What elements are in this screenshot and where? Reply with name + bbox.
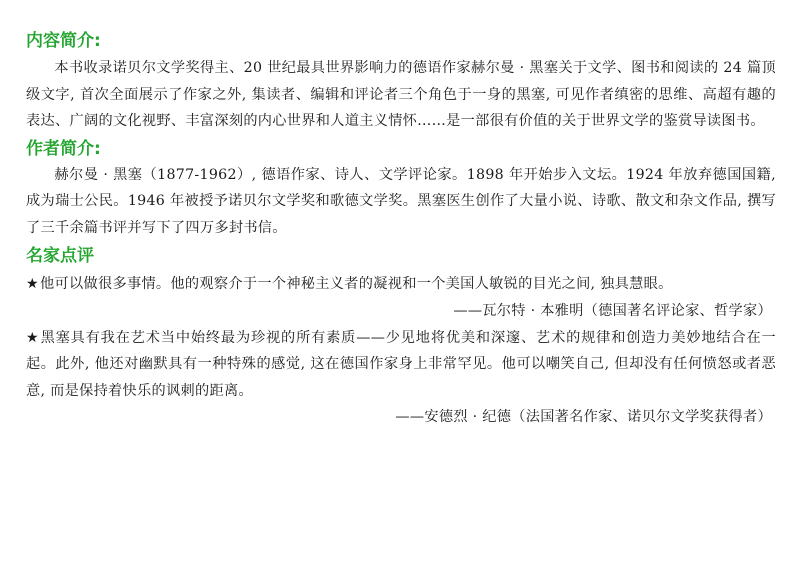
intro-heading: 内容简介: — [26, 31, 101, 51]
intro-text: 本书收录诺贝尔文学奖得主、20 世纪最具世界影响力的德语作家赫尔曼 · 黑塞关于文学、图书和阅读的 24 篇顶级文字, 首次全面展示了作家之外, 集读者、编辑和评论者三个角色于一身的黑塞, 可见作者缜密的思维、高超有趣的表达、广阔的文化视野、丰富深刻的内心世界和人道主义情怀……是一部很有价值的关于世界文学的鉴赏导读图书。 — [26, 60, 776, 129]
review-attribution: ——瓦尔特 · 本雅明（德国著名评论家、哲学家） — [453, 302, 772, 319]
review-item — [26, 271, 776, 325]
book-info-page — [26, 28, 776, 431]
star-icon: ★ — [26, 329, 40, 346]
reviews-heading: 名家点评 — [26, 246, 94, 266]
review-list — [26, 271, 776, 431]
author-text: 赫尔曼 · 黑塞（1877-1962）, 德语作家、诗人、文学评论家。1898 年开始步入文坛。1924 年放弃德国国籍, 成为瑞士公民。1946 年被授予诺贝尔文学奖和歌德文学奖。黑塞医生创作了大量小说、诗歌、散文和杂文作品, 撰写了三千余篇书评并写下了四万多封书信。 — [26, 166, 776, 236]
review-quote-text: 他可以做很多事情。他的观察介于一个神秘主义者的凝视和一个美国人敏锐的目光之间, 独具慧眼。 — [40, 276, 673, 292]
review-item — [26, 325, 776, 432]
review-quote — [26, 325, 776, 405]
review-quote — [26, 271, 776, 298]
star-icon: ★ — [26, 276, 40, 292]
author-heading: 作者简介: — [26, 138, 101, 159]
review-quote-text: 黑塞具有我在艺术当中始终最为珍视的所有素质——少见地将优美和深邃、艺术的规律和创造力美妙地结合在一起。此外, 他还对幽默具有一种特殊的感觉, 这在德国作家身上非常罕见。他可以嘲笑自己, 但却没有任何愤怒或者恶意, 而是保持着快乐的讽刺的距离。 — [26, 329, 776, 399]
review-attribution: ——安德烈 · 纪德（法国著名作家、诺贝尔文学奖获得者） — [395, 409, 772, 425]
